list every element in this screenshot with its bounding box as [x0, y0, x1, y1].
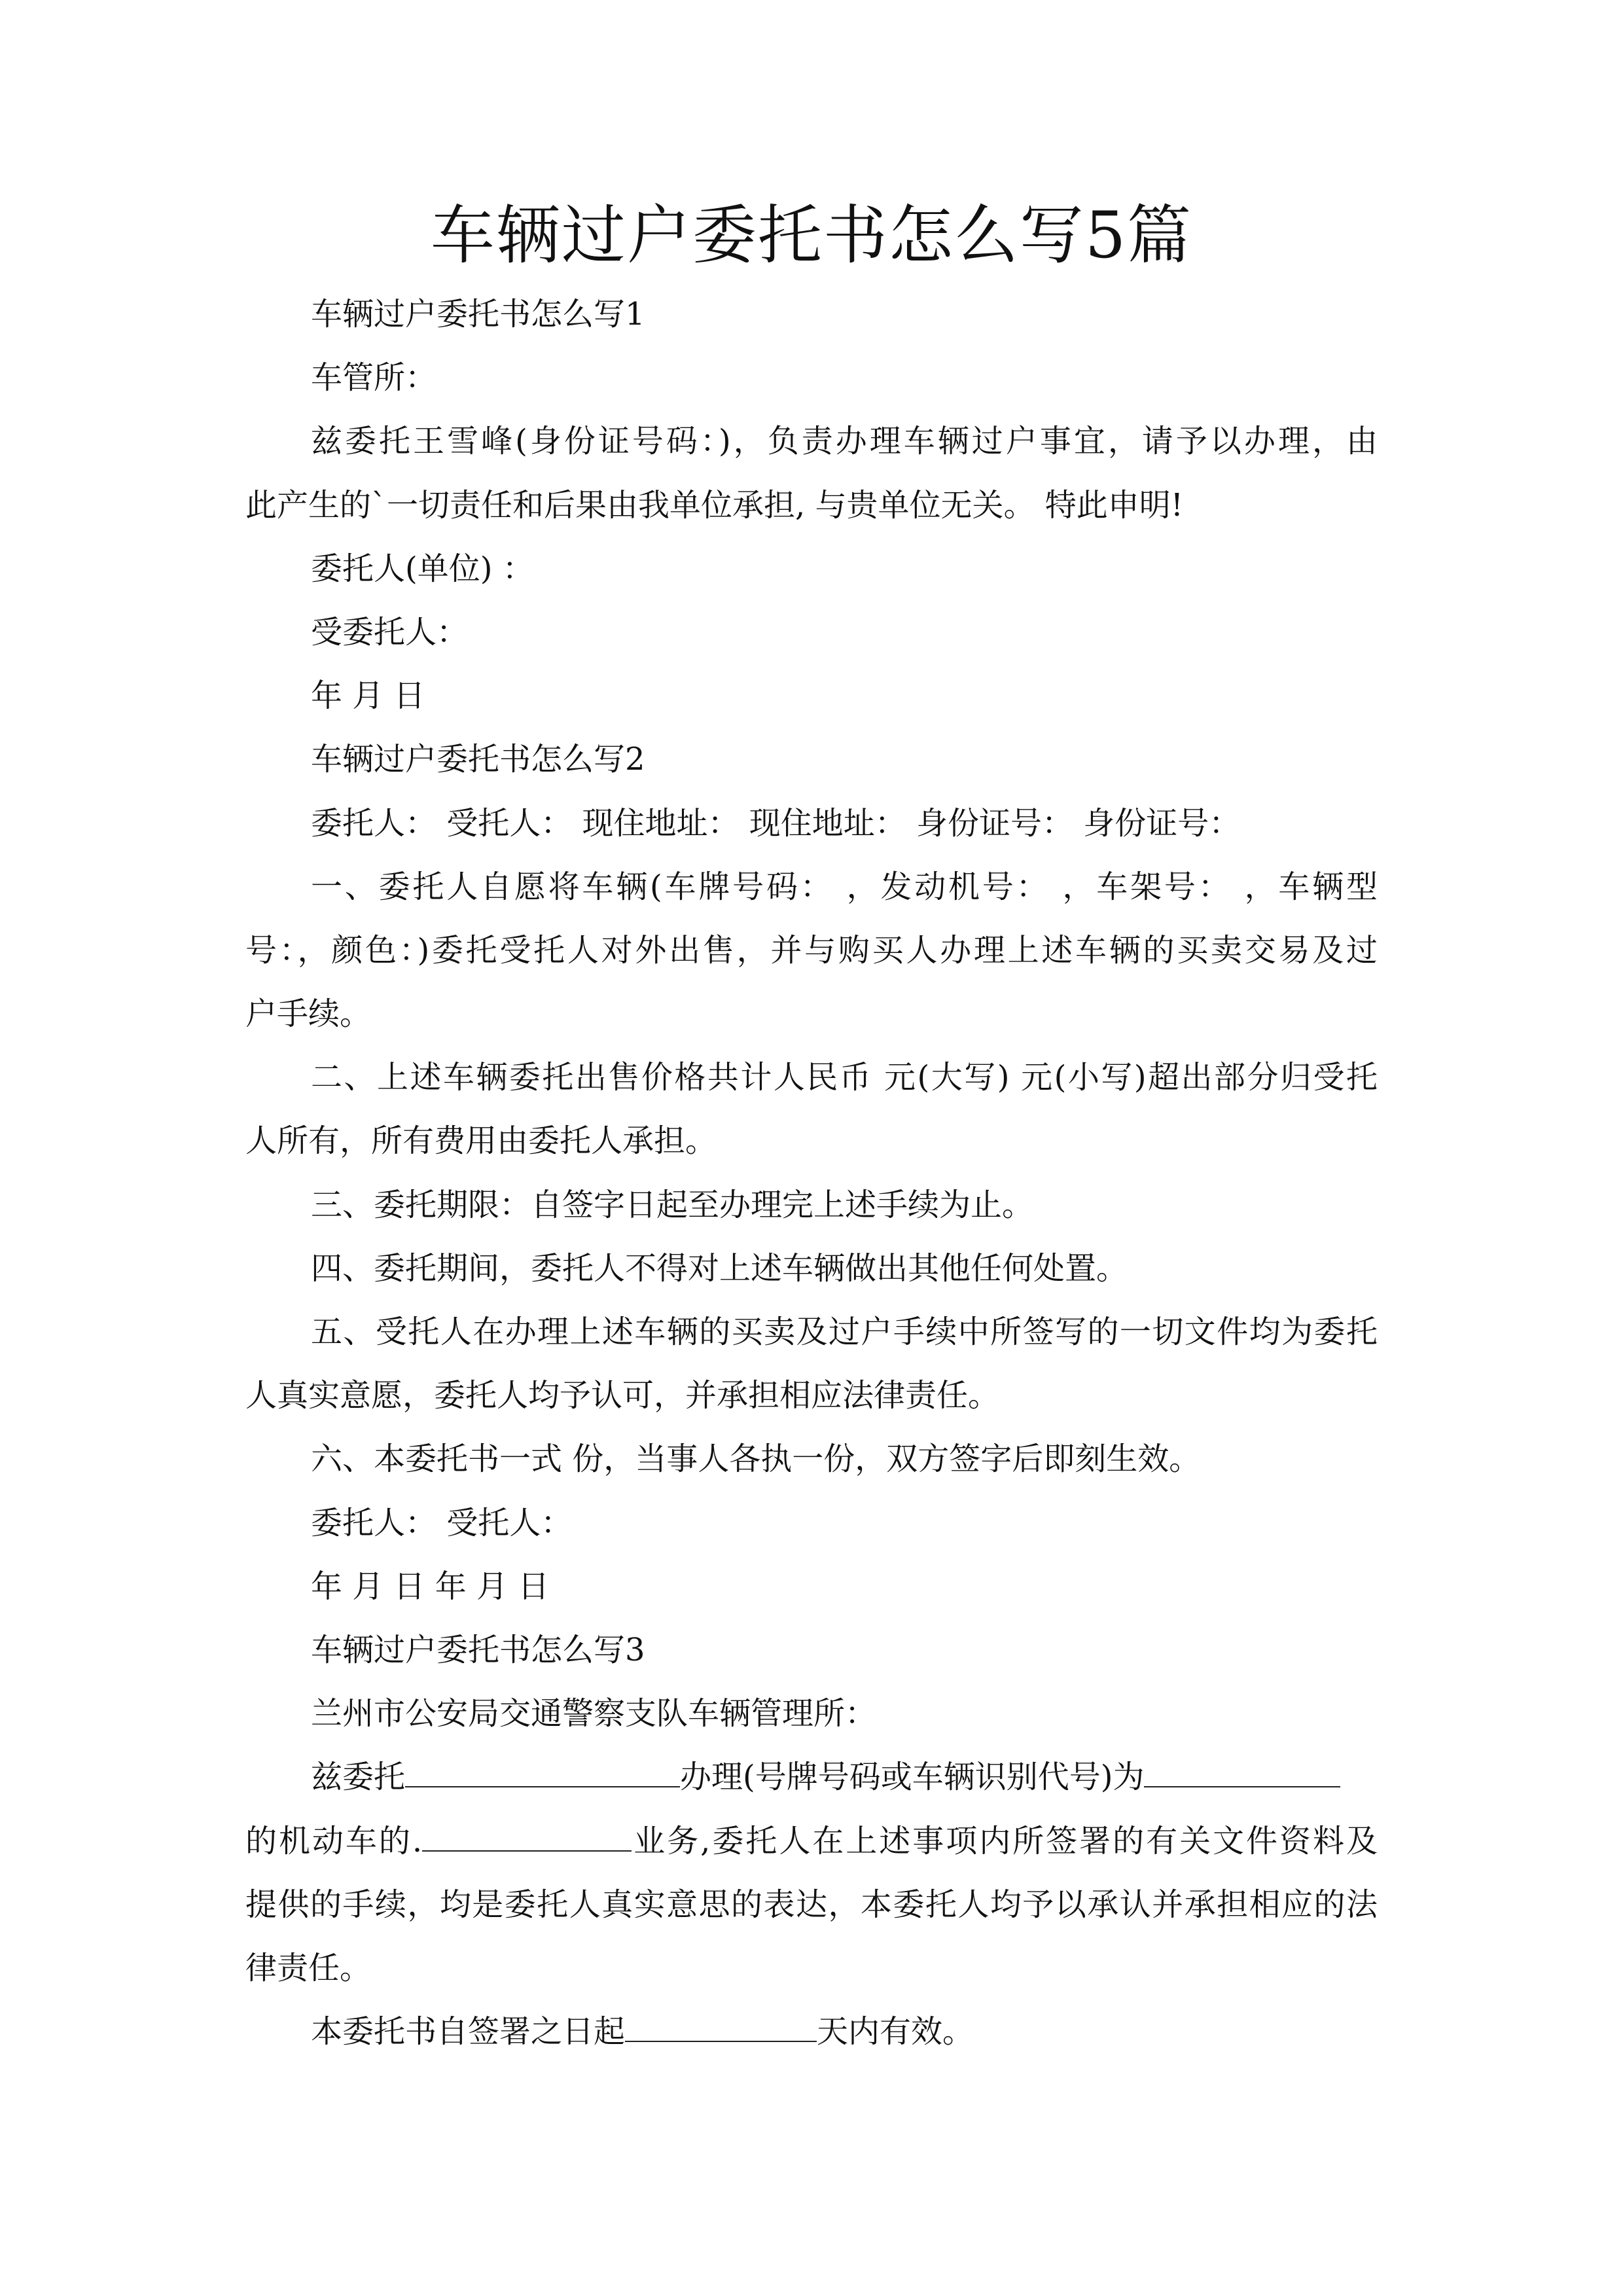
line-text: 业务,委托人在上述事项内所签署的有关文件资料及 — [632, 1822, 1378, 1859]
line-text: 办理(号牌号码或车辆识别代号)为 — [680, 1759, 1145, 1796]
text-line — [245, 792, 1378, 855]
line-text: 受委托人： — [311, 613, 469, 651]
line-text: 三、委托期限：自签字日起至办理完上述手续为止。 — [311, 1186, 1034, 1223]
line-text: 二、上述车辆委托出售价格共计人民币 元(大写) 元(小写)超出部分归受托 — [311, 1059, 1378, 1096]
fill-in-blank — [625, 2000, 817, 2042]
line-text: 提供的手续，均是委托人真实意思的表达，本委托人均予以承认并承担相应的法 — [245, 1886, 1378, 1923]
line-text: 律责任。 — [245, 1949, 372, 1986]
line-text: 委托人： 受托人： — [311, 1504, 573, 1541]
text-line — [245, 1364, 1378, 1427]
text-line — [245, 1555, 1378, 1619]
line-text: 车辆过户委托书怎么写2 — [311, 741, 645, 778]
line-text: 人所有，所有费用由委托人承担。 — [245, 1122, 717, 1160]
text-line — [245, 410, 1378, 473]
fill-in-blank — [1144, 1746, 1340, 1787]
text-line — [245, 601, 1378, 664]
text-line — [245, 1746, 1378, 1809]
line-text: 本委托书自签署之日起 — [311, 2013, 626, 2051]
line-text: 此产生的`一切责任和后果由我单位承担, 与贵单位无关。 特此申明! — [245, 486, 1184, 524]
text-line — [245, 1174, 1378, 1237]
line-text: 车管所： — [311, 359, 437, 397]
line-text: 年 月 日 年 月 日 — [311, 1568, 550, 1605]
text-line — [245, 919, 1378, 982]
text-line — [245, 1109, 1378, 1173]
text-line — [245, 1810, 1378, 1873]
text-line — [245, 855, 1378, 919]
line-text: 年 月 日 — [311, 677, 425, 715]
text-line — [245, 2000, 1378, 2064]
line-text: 户手续。 — [245, 996, 372, 1033]
text-line — [245, 1046, 1378, 1109]
text-line — [245, 346, 1378, 410]
line-text: 的机动车的. — [245, 1822, 423, 1859]
line-text: 五、受托人在办理上述车辆的买卖及过户手续中所签写的一切文件均为委托 — [311, 1314, 1378, 1350]
text-line — [245, 474, 1378, 537]
text-line — [245, 1427, 1378, 1491]
line-text: 一、委托人自愿将车辆(车牌号码： ，发动机号： ，车架号： ，车辆型 — [311, 868, 1378, 905]
text-line — [245, 728, 1378, 791]
line-text: 委托人(单位) ： — [311, 550, 534, 587]
text-line — [245, 1237, 1378, 1300]
text-line — [245, 1682, 1378, 1746]
text-line — [245, 1492, 1378, 1555]
line-text: 兹委托王雪峰(身份证号码：)，负责办理车辆过户事宜，请予以办理，由 — [311, 423, 1378, 460]
line-text: 人真实意愿，委托人均予认可，并承担相应法律责任。 — [245, 1377, 1000, 1414]
text-line — [245, 664, 1378, 728]
fill-in-blank — [422, 1810, 632, 1852]
text-line — [245, 283, 1378, 346]
line-text: 车辆过户委托书怎么写3 — [311, 1631, 645, 1668]
text-line — [245, 1873, 1378, 1937]
text-line — [245, 982, 1378, 1046]
line-text: 兹委托 — [311, 1759, 406, 1796]
line-text: 天内有效。 — [817, 2013, 974, 2051]
document-title: 车辆过户委托书怎么写5篇 — [430, 198, 1193, 273]
text-line — [245, 537, 1378, 601]
line-text: 委托人： 受托人： 现住地址： 现住地址： 身份证号： 身份证号： — [311, 804, 1241, 842]
document-body — [245, 283, 1378, 2064]
text-line — [245, 1619, 1378, 1682]
line-text: 六、本委托书一式 份，当事人各执一份，双方签字后即刻生效。 — [311, 1441, 1201, 1478]
line-text: 号：，颜色：)委托受托人对外出售，并与购买人办理上述车辆的买卖交易及过 — [245, 931, 1378, 969]
line-text: 兰州市公安局交通警察支队车辆管理所： — [311, 1695, 877, 1732]
line-text: 四、委托期间，委托人不得对上述车辆做出其他任何处置。 — [311, 1249, 1128, 1287]
line-text: 车辆过户委托书怎么写1 — [311, 296, 645, 332]
text-line — [245, 1937, 1378, 2000]
fill-in-blank — [405, 1746, 680, 1787]
text-line — [245, 1300, 1378, 1364]
